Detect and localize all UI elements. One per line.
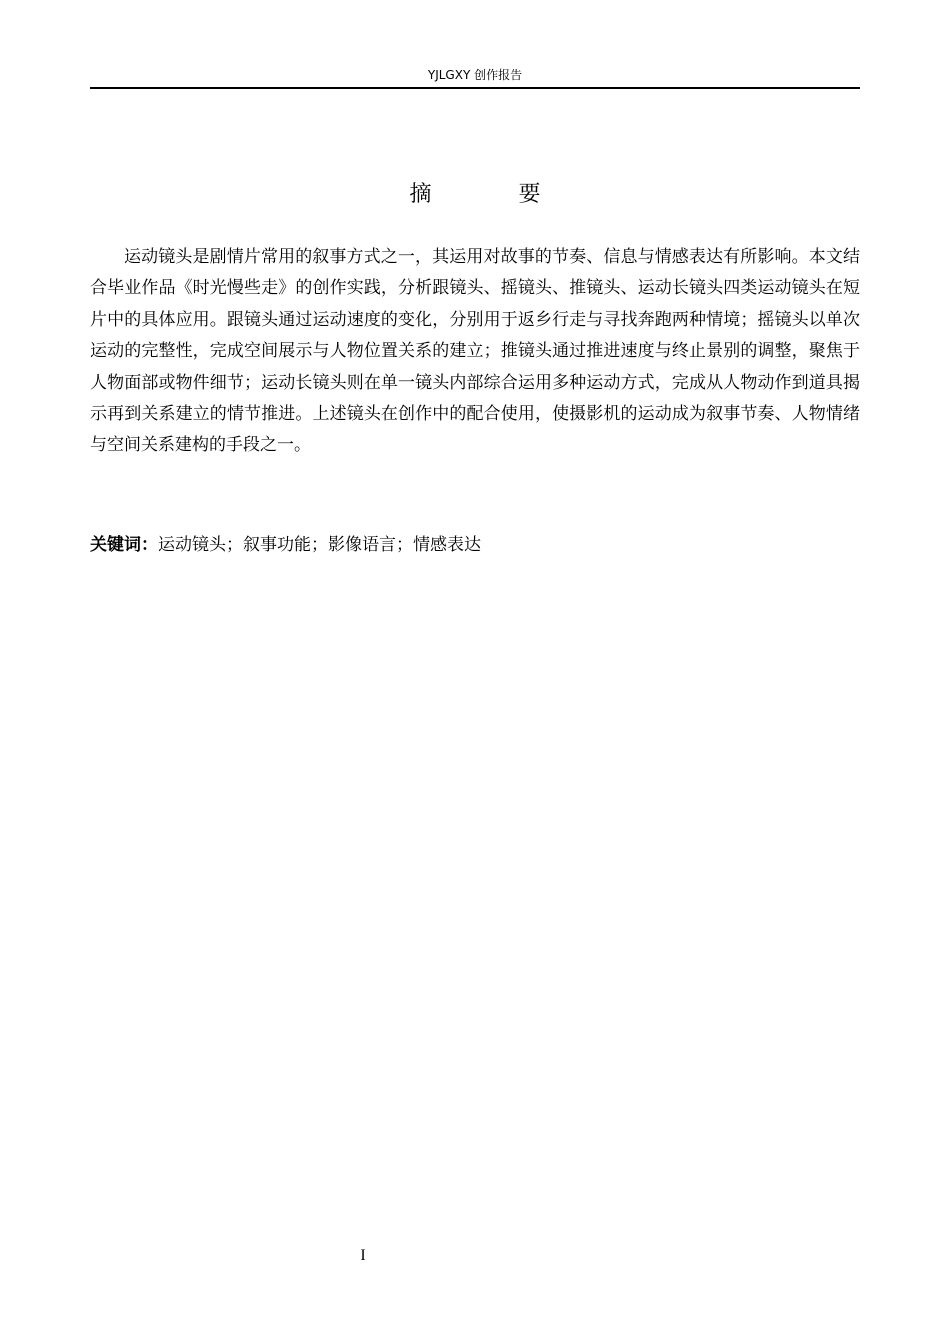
header-rule — [90, 87, 860, 89]
keywords-value: 运动镜头；叙事功能；影像语言；情感表达 — [158, 535, 481, 555]
running-header: YJLGXY 创作报告 — [427, 68, 523, 82]
keywords-line — [90, 530, 860, 561]
page-number: I — [360, 1247, 366, 1264]
abstract-body: 运动镜头是剧情片常用的叙事方式之一，其运用对故事的节奏、信息与情感表达有所影响。本文结合毕业作品《时光慢些走》的创作实践，分析跟镜头、摇镜头、推镜头、运动长镜头四类运动镜头在短片中的具体应用。跟镜头通过运动速度的变化，分别用于返乡行走与寻找奔跑两种情境；摇镜头以单次运动的完整性，完成空间展示与人物位置关系的建立；推镜头通过推进速度与终止景别的调整，聚焦于人物面部或物件细节；运动长镜头则在单一镜头内部综合运用多种运动方式，完成从人物动作到道具揭示再到关系建立的情节推进。上述镜头在创作中的配合使用，使摄影机的运动成为叙事节奏、人物情绪与空间关系建构的手段之一。 — [90, 247, 860, 456]
abstract-title: 摘 要 — [409, 182, 581, 207]
keywords-label: 关键词： — [90, 535, 158, 555]
